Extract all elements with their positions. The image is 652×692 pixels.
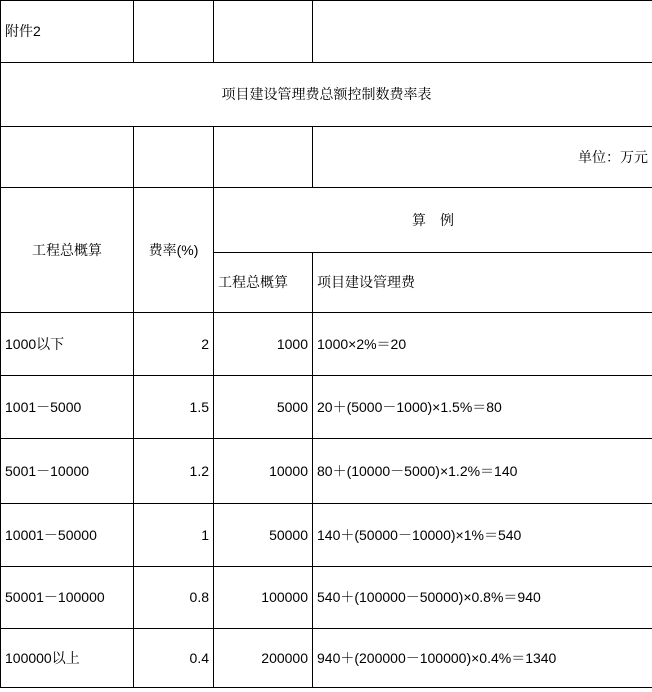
table-row bbox=[1, 504, 652, 567]
table-title: 项目建设管理费总额控制数费率表 bbox=[1, 63, 652, 127]
header-total-estimate: 工程总概算 bbox=[1, 188, 134, 313]
empty-cell bbox=[134, 127, 214, 188]
table-row bbox=[1, 629, 652, 688]
example-total-cell: 100000 bbox=[214, 567, 313, 629]
table-row bbox=[1, 567, 652, 629]
example-total-cell: 5000 bbox=[214, 376, 313, 439]
table-row bbox=[1, 439, 652, 504]
range-cell: 1001－5000 bbox=[1, 376, 134, 439]
rate-cell: 0.8 bbox=[134, 567, 214, 629]
example-total-cell: 50000 bbox=[214, 504, 313, 567]
header-row-group bbox=[1, 188, 652, 253]
range-cell: 5001－10000 bbox=[1, 439, 134, 504]
formula-cell: 80＋(10000－5000)×1.2%＝140 bbox=[313, 439, 652, 504]
attachment-cell: 附件2 bbox=[1, 1, 134, 63]
subheader-example-total: 工程总概算 bbox=[214, 253, 313, 313]
header-example-group: 算 例 bbox=[214, 188, 652, 253]
table-row bbox=[1, 313, 652, 376]
example-total-cell: 1000 bbox=[214, 313, 313, 376]
formula-cell: 540＋(100000－50000)×0.8%＝940 bbox=[313, 567, 652, 629]
attachment-row bbox=[1, 1, 652, 63]
subheader-example-fee: 项目建设管理费 bbox=[313, 253, 652, 313]
range-cell: 100000以上 bbox=[1, 629, 134, 688]
title-row bbox=[1, 63, 652, 127]
rate-cell: 2 bbox=[134, 313, 214, 376]
formula-cell: 20＋(5000－1000)×1.5%＝80 bbox=[313, 376, 652, 439]
table-row bbox=[1, 376, 652, 439]
empty-cell bbox=[313, 1, 652, 63]
rate-cell: 1 bbox=[134, 504, 214, 567]
formula-cell: 140＋(50000－10000)×1%＝540 bbox=[313, 504, 652, 567]
header-rate: 费率(%) bbox=[134, 188, 214, 313]
example-total-cell: 200000 bbox=[214, 629, 313, 688]
unit-row bbox=[1, 127, 652, 188]
empty-cell bbox=[1, 127, 134, 188]
rate-cell: 1.2 bbox=[134, 439, 214, 504]
unit-label: 单位：万元 bbox=[313, 127, 652, 188]
formula-cell: 940＋(200000－100000)×0.4%＝1340 bbox=[313, 629, 652, 688]
empty-cell bbox=[214, 127, 313, 188]
formula-cell: 1000×2%＝20 bbox=[313, 313, 652, 376]
range-cell: 10001－50000 bbox=[1, 504, 134, 567]
rate-cell: 0.4 bbox=[134, 629, 214, 688]
range-cell: 1000以下 bbox=[1, 313, 134, 376]
empty-cell bbox=[214, 1, 313, 63]
example-total-cell: 10000 bbox=[214, 439, 313, 504]
range-cell: 50001－100000 bbox=[1, 567, 134, 629]
rate-cell: 1.5 bbox=[134, 376, 214, 439]
empty-cell bbox=[134, 1, 214, 63]
